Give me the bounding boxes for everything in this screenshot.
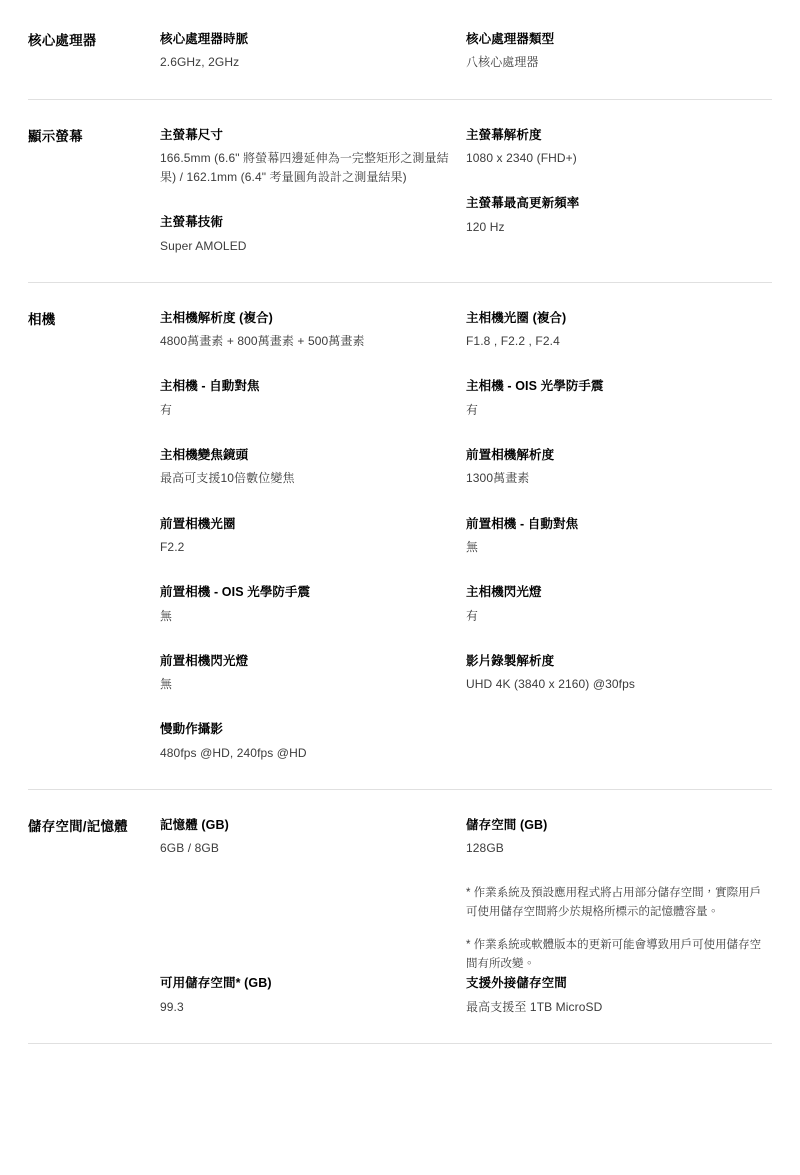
spec-value: 4800萬畫素 + 800萬畫素 + 500萬畫素 bbox=[160, 334, 365, 349]
spec-value: 無 bbox=[466, 539, 479, 554]
spec-value: 1300萬畫素 bbox=[466, 471, 530, 486]
spec-value: F1.8 , F2.2 , F2.4 bbox=[466, 334, 560, 349]
spec-item-rear-camera-resolution bbox=[160, 309, 450, 352]
spec-section-camera bbox=[28, 282, 772, 789]
spec-item-rear-camera-aperture bbox=[466, 309, 772, 352]
spec-label: 主螢幕技術 bbox=[160, 215, 224, 230]
section-body-display bbox=[160, 126, 772, 256]
spec-column-left bbox=[160, 309, 466, 763]
spec-label: 慢動作攝影 bbox=[160, 722, 224, 737]
spec-column-right bbox=[466, 309, 772, 763]
spec-item-front-camera-ois bbox=[160, 583, 450, 626]
spec-value: 128GB bbox=[466, 841, 504, 856]
spec-item-rear-camera-flash bbox=[466, 583, 772, 626]
section-title-camera: 相機 bbox=[28, 311, 56, 327]
section-title-display: 顯示螢幕 bbox=[28, 128, 83, 144]
storage-row-1 bbox=[160, 816, 772, 974]
spec-label: 主相機解析度 (複合) bbox=[160, 310, 273, 325]
spec-item-front-camera-resolution bbox=[466, 446, 772, 489]
spec-item-slow-motion bbox=[160, 720, 450, 763]
spec-value: 2.6GHz, 2GHz bbox=[160, 55, 240, 70]
spec-item-screen-size bbox=[160, 126, 450, 188]
spec-label: 前置相機光圈 bbox=[160, 516, 236, 531]
section-body-camera bbox=[160, 309, 772, 763]
section-title-processor: 核心處理器 bbox=[28, 33, 97, 48]
spec-label: 可用儲存空間* (GB) bbox=[160, 976, 272, 991]
storage-note-2: * 作業系統或軟體版本的更新可能會導致用戶可使用儲存空間有所改變。 bbox=[466, 939, 762, 971]
spec-item-rear-camera-ois bbox=[466, 377, 772, 420]
spec-section-storage bbox=[28, 789, 772, 1043]
spec-item-rear-camera-zoom bbox=[160, 446, 450, 489]
spec-value: Super AMOLED bbox=[160, 238, 247, 253]
spec-value: 無 bbox=[160, 677, 173, 692]
spec-column-right bbox=[466, 974, 772, 1017]
spec-column-right bbox=[466, 816, 772, 974]
section-body-processor bbox=[160, 30, 772, 73]
spec-value: 最高可支援10倍數位變焦 bbox=[160, 471, 295, 486]
spec-value: 1080 x 2340 (FHD+) bbox=[466, 150, 577, 165]
spec-item-front-camera-autofocus bbox=[466, 515, 772, 558]
spec-label: 主相機 - 自動對焦 bbox=[160, 379, 260, 394]
spec-item-front-camera-flash bbox=[160, 652, 450, 695]
spec-label: 主相機光圈 (複合) bbox=[466, 310, 567, 325]
spec-label: 影片錄製解析度 bbox=[466, 653, 555, 668]
spec-label: 核心處理器類型 bbox=[466, 32, 555, 46]
spec-value: 99.3 bbox=[160, 999, 184, 1014]
spec-value: 有 bbox=[466, 608, 479, 623]
storage-row-2 bbox=[160, 974, 772, 1017]
spec-item-video-resolution bbox=[466, 652, 772, 695]
spec-item-memory bbox=[160, 816, 450, 859]
spec-value: F2.2 bbox=[160, 539, 185, 554]
spec-value: 最高支援至 1TB MicroSD bbox=[466, 999, 603, 1014]
spec-value: 八核心處理器 bbox=[466, 55, 539, 70]
spec-column-left bbox=[160, 30, 466, 73]
section-body-storage bbox=[160, 816, 772, 1017]
section-title-storage: 儲存空間/記憶體 bbox=[28, 818, 128, 834]
spec-label: 核心處理器時脈 bbox=[160, 32, 249, 46]
spec-item-available-storage bbox=[160, 974, 450, 1017]
spec-label: 儲存空間 (GB) bbox=[466, 817, 548, 832]
spec-label: 前置相機解析度 bbox=[466, 448, 555, 462]
spec-label: 主相機變焦鏡頭 bbox=[160, 448, 249, 462]
spec-value: 有 bbox=[160, 402, 173, 417]
spec-label: 前置相機 - 自動對焦 bbox=[466, 516, 579, 531]
spec-value: 166.5mm (6.6" 將螢幕四邊延伸為一完整矩形之測量結果) / 162.1mm (6.4" 考量圓角設計之測量結果) bbox=[160, 150, 449, 185]
spec-value: 有 bbox=[466, 402, 479, 417]
spec-column-right bbox=[466, 30, 772, 73]
spec-label: 主螢幕解析度 bbox=[466, 127, 542, 142]
spec-label: 主相機 - OIS 光學防手震 bbox=[466, 379, 604, 394]
spec-value: 480fps @HD, 240fps @HD bbox=[160, 745, 307, 760]
spec-item-cpu-type bbox=[466, 30, 772, 73]
spec-item-screen-resolution bbox=[466, 126, 772, 169]
spec-value: UHD 4K (3840 x 2160) @30fps bbox=[466, 677, 635, 692]
spec-item-rear-camera-autofocus bbox=[160, 377, 450, 420]
spec-item-screen-tech bbox=[160, 213, 450, 256]
spec-label: 主螢幕最高更新頻率 bbox=[466, 196, 580, 211]
spec-label: 前置相機閃光燈 bbox=[160, 653, 249, 668]
spec-label: 記憶體 (GB) bbox=[160, 817, 229, 832]
spec-column-right bbox=[466, 126, 772, 256]
bottom-divider bbox=[28, 1043, 772, 1044]
spec-item-front-camera-aperture bbox=[160, 515, 450, 558]
spec-value: 120 Hz bbox=[466, 219, 505, 234]
spec-label: 主相機閃光燈 bbox=[466, 585, 542, 600]
spec-item-storage bbox=[466, 816, 772, 859]
spec-label: 支援外接儲存空間 bbox=[466, 976, 567, 991]
spec-label: 主螢幕尺寸 bbox=[160, 127, 224, 142]
spec-value: 無 bbox=[160, 608, 173, 623]
spec-section-processor bbox=[28, 0, 772, 99]
spec-item-external-storage bbox=[466, 974, 772, 1017]
spec-column-left bbox=[160, 816, 466, 974]
spec-value: 6GB / 8GB bbox=[160, 841, 219, 856]
spec-column-left bbox=[160, 126, 466, 256]
storage-note-1: * 作業系統及預設應用程式將占用部分儲存空間，實際用戶可使用儲存空間將少於規格所標示的記憶體容量。 bbox=[466, 887, 762, 919]
spec-item-cpu-speed bbox=[160, 30, 450, 73]
spec-item-refresh-rate bbox=[466, 194, 772, 237]
spec-column-left bbox=[160, 974, 466, 1017]
spec-section-display bbox=[28, 99, 772, 282]
spec-label: 前置相機 - OIS 光學防手震 bbox=[160, 585, 311, 600]
